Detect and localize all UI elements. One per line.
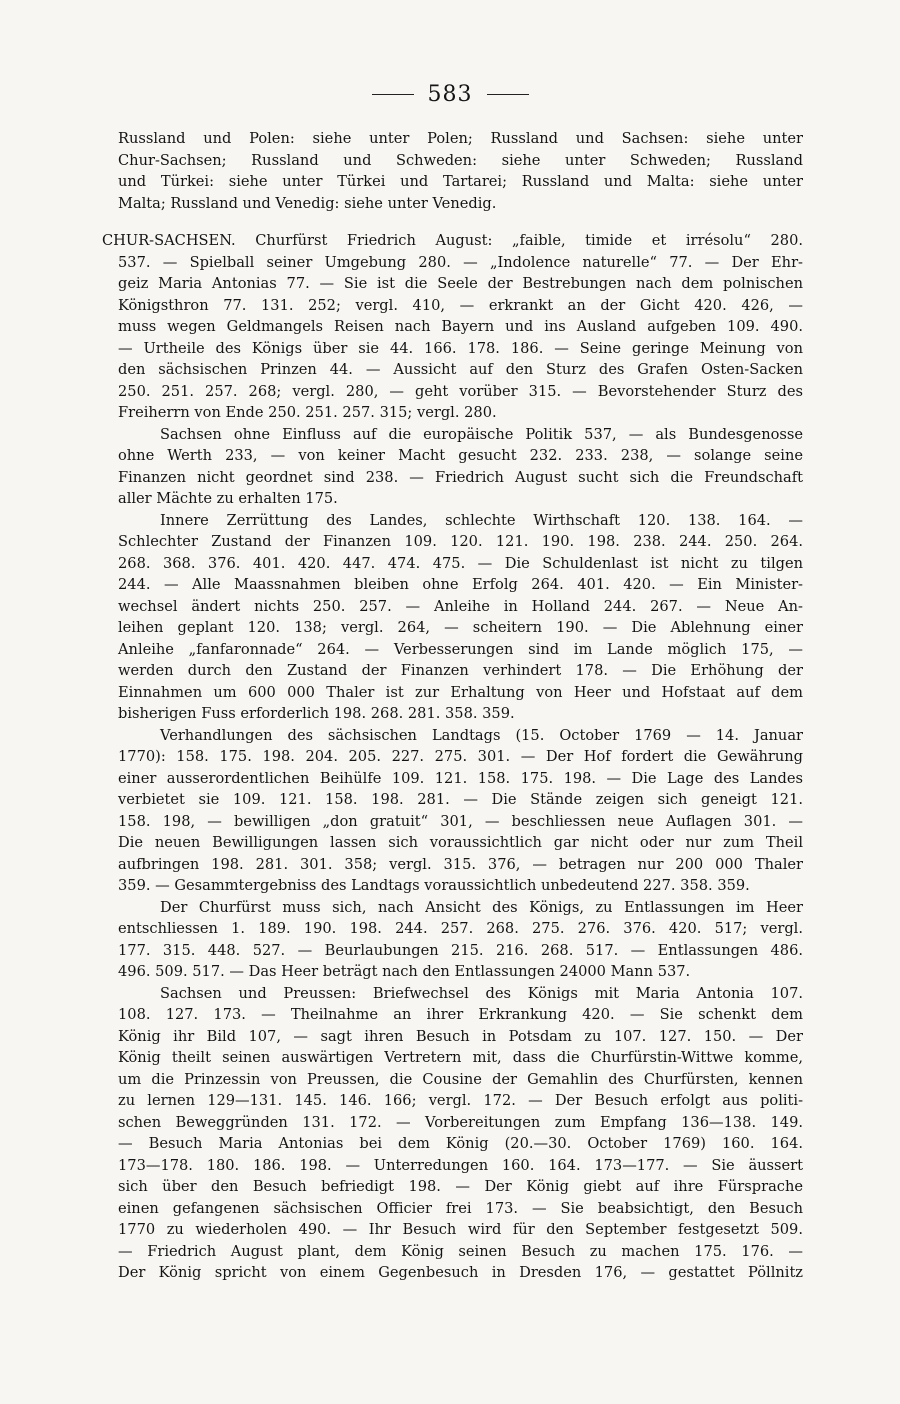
text-line: — Urtheile des Königs über sie 44. 166. 178. 186. — Seine geringe Meinung von	[118, 339, 803, 357]
text-line: muss wegen Geldmangels Reisen nach Bayern und ins Ausland aufgeben 109. 490.	[118, 318, 803, 335]
text-line: werden durch den Zustand der Finanzen verhindert 178. — Die Erhöhung der	[118, 662, 803, 679]
text-line: 359. — Gesammtergebniss des Landtags voraussichtlich unbedeutend 227. 358. 359.	[118, 877, 750, 894]
text-line: 537. — Spielball seiner Umgebung 280. — „Indolence naturelle“ 77. — Der Ehr-	[118, 253, 803, 271]
text-line: sich über den Besuch befriedigt 198. — Der König giebt auf ihre Fürsprache	[118, 1178, 803, 1195]
text-line: 173—178. 180. 186. 198. — Unterredungen 160. 164. 173—177. — Sie äussert	[118, 1156, 803, 1174]
text-line: 177. 315. 448. 527. — Beurlaubungen 215. 216. 268. 517. — Entlassungen 486.	[118, 941, 803, 959]
text-line: verbietet sie 109. 121. 158. 198. 281. — Die Stände zeigen sich geneigt 121.	[118, 791, 803, 808]
text-line: 244. — Alle Maassnahmen bleiben ohne Erfolg 264. 401. 420. — Ein Minister-	[118, 576, 803, 593]
text-line: 158. 198, — bewilligen „don gratuit“ 301, — beschliessen neue Auflagen 301. —	[118, 812, 803, 830]
right-rule	[487, 94, 529, 95]
text-line: 1770 zu wiederholen 490. — Ihr Besuch wird für den September festgesetzt 509.	[118, 1221, 803, 1238]
text-line: 496. 509. 517. — Das Heer beträgt nach den Entlassungen 24000 Mann 537.	[118, 963, 691, 980]
text-line: Der König spricht von einem Gegenbesuch in Dresden 176, — gestattet Pöllnitz	[118, 1264, 803, 1281]
text-line: einer ausserordentlichen Beihülfe 109. 121. 158. 175. 198. — Die Lage des Landes	[118, 769, 803, 787]
paragraph-start-line: Sachsen und Preussen: Briefwechsel des Königs mit Maria Antonia 107.	[160, 984, 803, 1002]
text-line: Malta; Russland und Venedig: siehe unter Venedig.	[118, 194, 497, 212]
text-line: einen gefangenen sächsischen Officier frei 173. — Sie beabsichtigt, den Besuch	[118, 1199, 803, 1217]
paragraph-start-line: Verhandlungen des sächsischen Landtags (15. October 1769 — 14. Januar	[160, 726, 803, 744]
paragraph-start-line: Innere Zerrüttung des Landes, schlechte Wirthschaft 120. 138. 164. —	[160, 511, 803, 529]
text-line: schen Beweggründen 131. 172. — Vorbereitungen zum Empfang 136—138. 149.	[118, 1113, 803, 1131]
text-line: um die Prinzessin von Preussen, die Cousine der Gemahlin des Churfürsten, kennen	[118, 1070, 803, 1088]
text-line: — Friedrich August plant, dem König seinen Besuch zu machen 175. 176. —	[118, 1242, 803, 1260]
text-line: Königsthron 77. 131. 252; vergl. 410, — erkrankt an der Gicht 420. 426, —	[118, 296, 803, 314]
paragraph-start-line: Sachsen ohne Einfluss auf die europäische Politik 537, — als Bundesgenosse	[160, 425, 803, 443]
text-line: wechsel ändert nichts 250. 257. — Anleihe in Holland 244. 267. — Neue An-	[118, 597, 803, 615]
text-line: 108. 127. 173. — Theilnahme an ihrer Erkrankung 420. — Sie schenkt dem	[118, 1006, 803, 1023]
text-line: ohne Werth 233, — von keiner Macht gesucht 232. 233. 238, — solange seine	[118, 447, 803, 464]
text-line: Die neuen Bewilligungen lassen sich voraussichtlich gar nicht oder nur zum Theil	[118, 834, 803, 851]
paragraph-start-line: Der Churfürst muss sich, nach Ansicht des Königs, zu Entlassungen im Heer	[160, 898, 803, 916]
text-line: Anleihe „fanfaronnade“ 264. — Verbesserungen sind im Lande möglich 175, —	[118, 640, 803, 658]
text-line: aufbringen 198. 281. 301. 358; vergl. 315. 376, — betragen nur 200 000 Thaler	[118, 855, 803, 873]
page-number: 583	[427, 82, 473, 107]
text-line: Einnahmen um 600 000 Thaler ist zur Erhaltung von Heer und Hofstaat auf dem	[118, 683, 803, 701]
entry-heading-line: CHUR-SACHSEN. Churfürst Friedrich August: „faible, timide et irrésolu“ 280.	[102, 232, 803, 249]
text-line: leihen geplant 120. 138; vergl. 264, — scheitern 190. — Die Ablehnung einer	[118, 619, 803, 636]
text-line: Russland und Polen: siehe unter Polen; Russland und Sachsen: siehe unter	[118, 130, 803, 147]
text-line: bisherigen Fuss erforderlich 198. 268. 281. 358. 359.	[118, 705, 515, 722]
text-line: 250. 251. 257. 268; vergl. 280, — geht vorüber 315. — Bevorstehender Sturz des	[118, 382, 803, 400]
text-line: 1770): 158. 175. 198. 204. 205. 227. 275. 301. — Der Hof fordert die Gewährung	[118, 748, 803, 765]
text-line: zu lernen 129—131. 145. 146. 166; vergl. 172. — Der Besuch erfolgt aus politi-	[118, 1092, 803, 1109]
text-line: 268. 368. 376. 401. 420. 447. 474. 475. — Die Schuldenlast ist nicht zu tilgen	[118, 554, 803, 572]
text-line: entschliessen 1. 189. 190. 198. 244. 257. 268. 275. 276. 376. 420. 517; vergl.	[118, 920, 803, 937]
text-line: Freiherrn von Ende 250. 251. 257. 315; vergl. 280.	[118, 404, 497, 421]
page-number-header	[0, 82, 900, 107]
text-line: Schlechter Zustand der Finanzen 109. 120. 121. 190. 198. 238. 244. 250. 264.	[118, 533, 803, 550]
text-line: König ihr Bild 107, — sagt ihren Besuch in Potsdam zu 107. 127. 150. — Der	[118, 1027, 803, 1045]
text-line: und Türkei: siehe unter Türkei und Tartarei; Russland und Malta: siehe unter	[118, 173, 803, 190]
text-line: — Besuch Maria Antonias bei dem König (20.—30. October 1769) 160. 164.	[118, 1135, 803, 1152]
text-line: Finanzen nicht geordnet sind 238. — Friedrich August sucht sich die Freundschaft	[118, 468, 803, 486]
text-line: aller Mächte zu erhalten 175.	[118, 490, 338, 507]
text-line: Chur-Sachsen; Russland und Schweden: siehe unter Schweden; Russland	[118, 151, 803, 169]
section-gap	[118, 214, 803, 230]
left-rule	[372, 94, 414, 95]
text-line: den sächsischen Prinzen 44. — Aussicht auf den Sturz des Grafen Osten-Sacken	[118, 361, 803, 378]
text-line: König theilt seinen auswärtigen Vertretern mit, dass die Churfürstin-Wittwe komme,	[118, 1049, 803, 1066]
text-line: geiz Maria Antonias 77. — Sie ist die Seele der Bestrebungen nach dem polnischen	[118, 275, 803, 292]
index-text	[102, 128, 803, 1284]
